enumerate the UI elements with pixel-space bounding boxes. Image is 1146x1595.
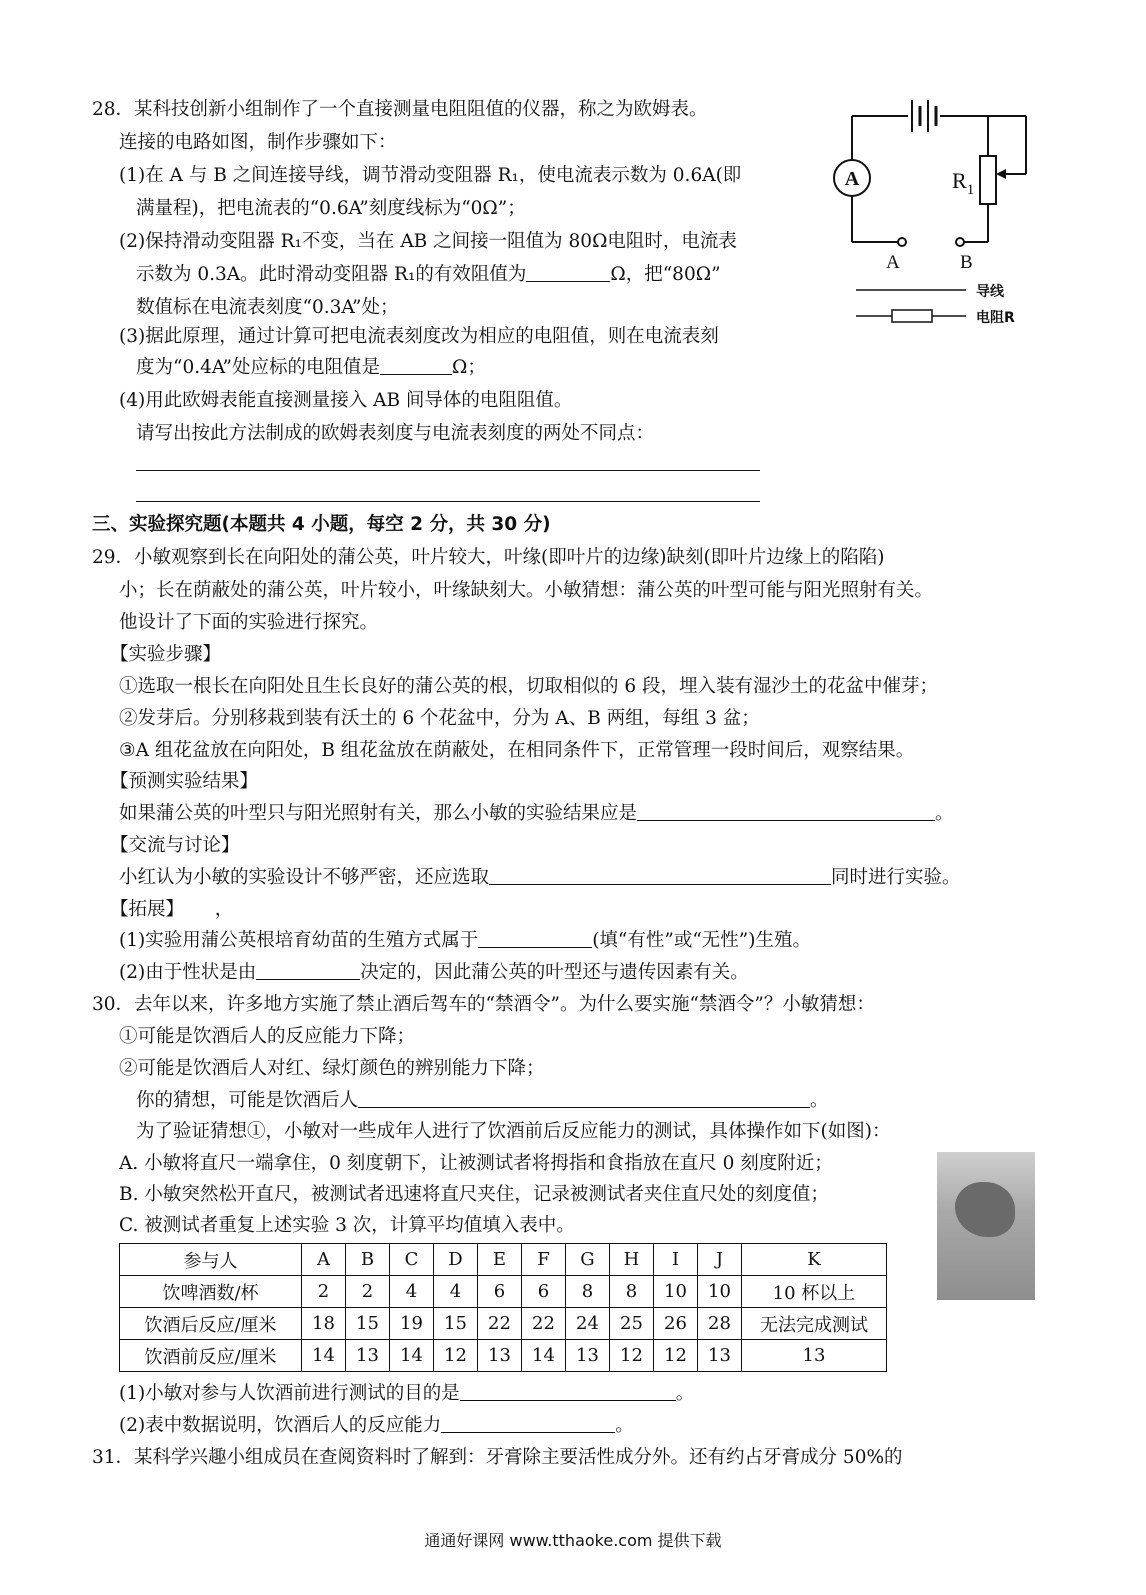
q28-step1a: (1)在 A 与 B 之间连接导线，调节滑动变阻器 R₁，使电流表示数为 0.6A(即	[119, 165, 742, 186]
q30-guess3	[136, 1087, 829, 1115]
q29-heading-discuss: 【交流与讨论】	[110, 835, 240, 856]
rheostat-label-sub: 1	[966, 182, 975, 198]
terminal-a	[898, 238, 906, 246]
q28-step2a: (2)保持滑动变阻器 R₁不变，当在 AB 之间接一阻值为 80Ω电阻时，电流表	[119, 231, 737, 252]
table-cell: 12	[434, 1340, 478, 1372]
table-cell: 2	[346, 1276, 390, 1308]
answer-blank[interactable]	[256, 959, 360, 980]
q28-step2b-unit: Ω，把“80Ω”	[610, 264, 721, 285]
answer-blank[interactable]	[478, 927, 592, 948]
answer-blank[interactable]	[489, 864, 831, 885]
q30-question1-end: 。	[675, 1383, 695, 1404]
q29-extend2	[119, 959, 749, 987]
legend-resistor-label: 电阻R	[976, 310, 1015, 326]
q29-step2: ②发芽后。分别移栽到装有沃土的 6 个花盆中，分为 A、B 两组，每组 3 盆；	[119, 708, 760, 729]
table-cell: 10 杯以上	[742, 1276, 887, 1308]
q29-line3: 他设计了下面的实验进行探究。	[119, 612, 379, 633]
q30-question1-text: (1)小敏对参与人饮酒前进行测试的目的是	[119, 1383, 460, 1404]
q28-step4: (4)用此欧姆表能直接测量接入 AB 间导体的电阻阻值。	[119, 390, 573, 411]
q29-line1: 29．小敏观察到长在向阳处的蒲公英，叶片较大，叶缘(即叶片的边缘)缺刻(即叶片边缘上的陷陷)	[92, 547, 885, 568]
legend-wire-label: 导线	[976, 284, 1004, 300]
q28-step1b: 满量程)，把电流表的“0.6A”刻度线标为“0Ω”；	[136, 198, 526, 219]
q30-guess3-text: 你的猜想，可能是饮酒后人	[136, 1090, 359, 1111]
table-header-cell: D	[434, 1244, 478, 1276]
table-cell: 14	[522, 1340, 566, 1372]
table-header-cell: G	[566, 1244, 610, 1276]
table-header-row	[120, 1244, 887, 1276]
rheostat-symbol	[980, 156, 996, 204]
rheostat-label-main: R	[952, 168, 967, 193]
table-header-cell: J	[698, 1244, 742, 1276]
q28-step2b-text: 示数为 0.3A。此时滑动变阻器 R₁的有效阻值为	[136, 264, 527, 285]
table-cell: 饮酒后反应/厘米	[120, 1308, 302, 1340]
table-cell: 13	[566, 1340, 610, 1372]
q30-guess1: ①可能是饮酒后人的反应能力下降；	[119, 1026, 416, 1047]
q30-guess3-end: 。	[810, 1090, 829, 1111]
answer-blank[interactable]	[637, 800, 935, 821]
answer-blank[interactable]	[460, 1380, 676, 1401]
table-header-cell: C	[390, 1244, 434, 1276]
table-cell: 13	[346, 1340, 390, 1372]
answer-blank[interactable]	[358, 1087, 810, 1108]
table-row	[120, 1276, 887, 1308]
reaction-data-table	[119, 1243, 887, 1372]
table-cell: 28	[698, 1308, 742, 1340]
answer-line[interactable]	[136, 501, 760, 502]
table-cell: 26	[654, 1308, 698, 1340]
q28-line2: 连接的电路如图，制作步骤如下：	[119, 132, 397, 153]
answer-line[interactable]	[136, 470, 760, 471]
table-header-cell: F	[522, 1244, 566, 1276]
q28-step5: 请写出按此方法制成的欧姆表刻度与电流表刻度的两处不同点：	[136, 423, 655, 444]
q30-line1: 30．去年以来，许多地方实施了禁止酒后驾车的“禁酒令”。为什么要实施“禁酒令”？小敏猜想：	[92, 994, 875, 1015]
table-cell: 22	[522, 1308, 566, 1340]
table-cell: 15	[434, 1308, 478, 1340]
q29-extend1-text: (1)实验用蒲公英根培育幼苗的生殖方式属于	[119, 930, 479, 951]
q29-heading-extend-text: 【拓展】	[110, 899, 175, 920]
q30-intro: 为了验证猜想①，小敏对一些成年人进行了饮酒前后反应能力的测试，具体操作如下(如图)：	[136, 1121, 891, 1142]
section-title: 三、实验探究题(本题共 4 小题，每空 2 分，共 30 分)	[92, 514, 551, 535]
table-header-cell: I	[654, 1244, 698, 1276]
q30-question2	[119, 1412, 634, 1440]
table-cell: 10	[698, 1276, 742, 1308]
table-header-cell: H	[610, 1244, 654, 1276]
rheostat-label	[952, 168, 974, 198]
q30-question2-text: (2)表中数据说明，饮酒后人的反应能力	[119, 1415, 442, 1436]
q30-step-b: B. 小敏突然松开直尺，被测试者迅速将直尺夹住，记录被测试者夹住直尺处的刻度值；	[119, 1184, 829, 1205]
q28-line1: 28．某科技创新小组制作了一个直接测量电阻阻值的仪器，称之为欧姆表。	[92, 99, 708, 120]
ammeter-label: A	[844, 168, 860, 190]
table-cell: 24	[566, 1308, 610, 1340]
terminal-b-label: B	[960, 252, 973, 273]
q28-step3b-text: 度为“0.4A”处应标的电阻值是	[136, 357, 380, 378]
q29-line2: 小；长在荫蔽处的蒲公英，叶片较小，叶缘缺刻大。小敏猜想：蒲公英的叶型可能与阳光照射有关。	[119, 580, 934, 601]
table-cell: 25	[610, 1308, 654, 1340]
q30-question1	[119, 1380, 694, 1408]
table-cell: 19	[390, 1308, 434, 1340]
q29-discuss-text: 小红认为小敏的实验设计不够严密，还应选取	[119, 867, 490, 888]
table-cell: 12	[654, 1340, 698, 1372]
table-header-cell: E	[478, 1244, 522, 1276]
table-cell: 8	[610, 1276, 654, 1308]
table-cell: 22	[478, 1308, 522, 1340]
answer-blank[interactable]	[380, 354, 452, 375]
table-row	[120, 1308, 887, 1340]
q29-heading-mark: ，	[214, 899, 234, 920]
table-cell: 无法完成测试	[742, 1308, 887, 1340]
table-cell: 13	[478, 1340, 522, 1372]
q30-guess2: ②可能是饮酒后人对红、绿灯颜色的辨别能力下降；	[119, 1058, 545, 1079]
q31-line1: 31．某科学兴趣小组成员在查阅资料时了解到：牙膏除主要活性成分外。还有约占牙膏成分 50%的	[92, 1447, 903, 1468]
table-cell: 10	[654, 1276, 698, 1308]
q28-step3b-unit: Ω；	[451, 357, 486, 378]
answer-blank[interactable]	[441, 1412, 615, 1433]
table-cell: 4	[434, 1276, 478, 1308]
ruler-test-photo	[937, 1152, 1035, 1300]
table-cell: 2	[302, 1276, 346, 1308]
q29-heading-steps: 【实验步骤】	[110, 644, 222, 665]
table-cell: 14	[390, 1340, 434, 1372]
q28-step2b	[136, 261, 721, 289]
table-header-cell: K	[742, 1244, 887, 1276]
table-cell: 8	[566, 1276, 610, 1308]
q29-discuss-end: 同时进行实验。	[831, 867, 961, 888]
table-row	[120, 1340, 887, 1372]
terminal-a-label: A	[886, 252, 900, 273]
answer-blank[interactable]	[526, 261, 610, 282]
table-header-cell: A	[302, 1244, 346, 1276]
page-footer: 通通好课网 www.tthaoke.com 提供下载	[424, 1531, 722, 1550]
table-cell: 4	[390, 1276, 434, 1308]
q29-step1: ①选取一根长在向阳处且生长良好的蒲公英的根，切取相似的 6 段，埋入装有湿沙土的花盆中催芽；	[119, 676, 939, 697]
q29-extend2-end: 决定的，因此蒲公英的叶型还与遗传因素有关。	[360, 962, 749, 983]
circuit-diagram	[828, 94, 1038, 334]
q29-discuss	[119, 864, 961, 892]
table-cell: 18	[302, 1308, 346, 1340]
table-header-cell: 参与人	[120, 1244, 302, 1276]
table-cell: 13	[698, 1340, 742, 1372]
legend-resistor-symbol	[892, 310, 932, 322]
q29-heading-predict: 【预测实验结果】	[110, 771, 259, 792]
q28-step3b	[136, 354, 486, 382]
q29-predict-end: 。	[935, 803, 954, 824]
table-cell: 6	[478, 1276, 522, 1308]
q29-extend2-text: (2)由于性状是由	[119, 962, 257, 983]
q29-heading-extend	[110, 896, 233, 924]
table-cell: 12	[610, 1340, 654, 1372]
q29-predict	[119, 800, 954, 828]
table-header-cell: B	[346, 1244, 390, 1276]
table-cell: 6	[522, 1276, 566, 1308]
table-cell: 15	[346, 1308, 390, 1340]
q28-step3a: (3)据此原理，通过计算可把电流表刻度改为相应的电阻值，则在电流表刻	[119, 326, 719, 347]
table-cell: 14	[302, 1340, 346, 1372]
table-cell: 饮酒前反应/厘米	[120, 1340, 302, 1372]
table-cell: 13	[742, 1340, 887, 1372]
q30-question2-end: 。	[615, 1415, 634, 1436]
q29-predict-text: 如果蒲公英的叶型只与阳光照射有关，那么小敏的实验结果应是	[119, 803, 638, 824]
table-cell: 饮啤酒数/杯	[120, 1276, 302, 1308]
q29-extend1-end: (填“有性”或“无性”)生殖。	[592, 930, 811, 951]
q28-step2c: 数值标在电流表刻度“0.3A”处；	[136, 297, 399, 318]
terminal-b	[956, 238, 964, 246]
q30-step-c: C. 被测试者重复上述实验 3 次，计算平均值填入表中。	[119, 1215, 575, 1236]
q29-extend1	[119, 927, 811, 955]
q30-step-a: A. 小敏将直尺一端拿住，0 刻度朝下，让被测试者将拇指和食指放在直尺 0 刻度附近；	[119, 1153, 833, 1174]
q29-step3: ③A 组花盆放在向阳处，B 组花盆放在荫蔽处，在相同条件下，正常管理一段时间后，观察结果。	[119, 740, 915, 761]
